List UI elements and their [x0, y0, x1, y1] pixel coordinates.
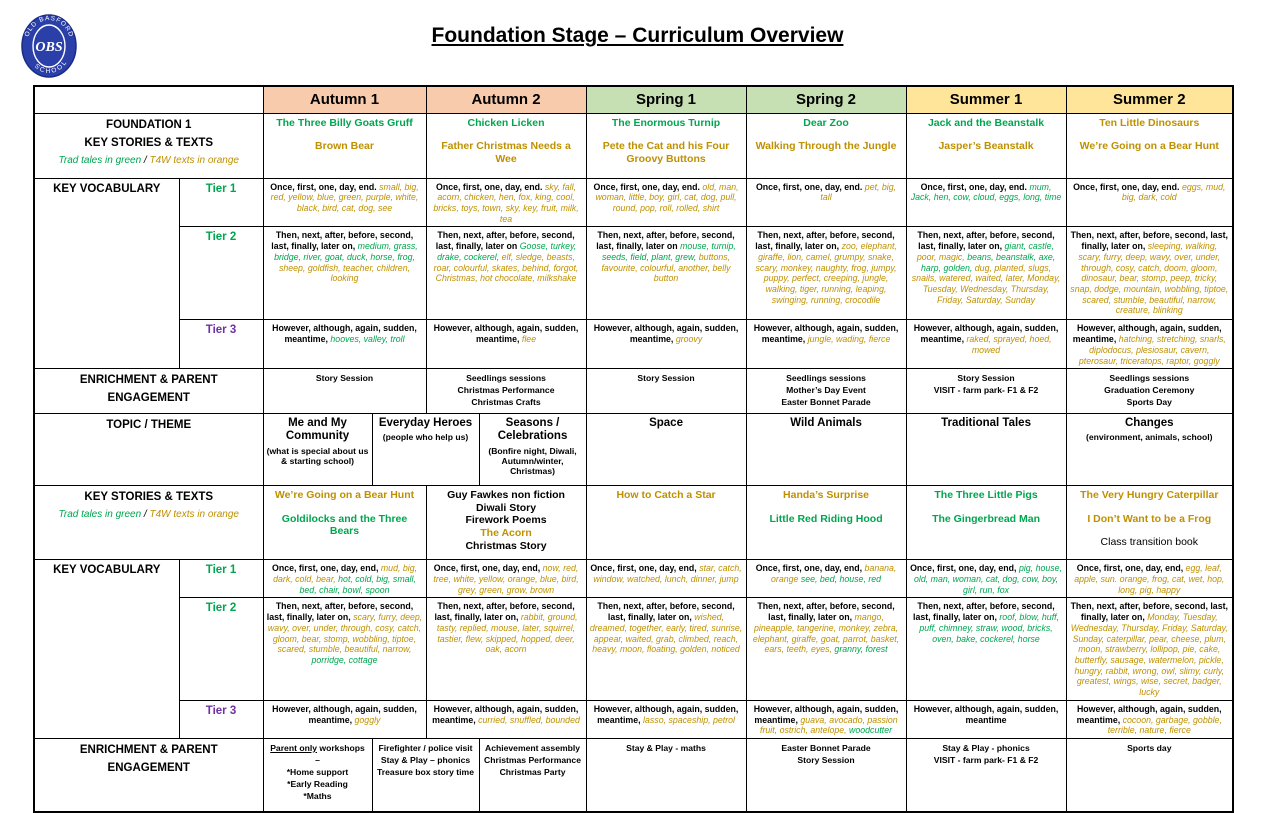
logo-ring-bottom-text: SCHOOL [32, 58, 70, 76]
vocab-text: Goose, turkey, drake, cockerel, [437, 241, 577, 262]
vocab-cell [1066, 700, 1233, 738]
row-label [34, 369, 263, 414]
story-gap [430, 129, 583, 140]
topic-title: Traditional Tales [941, 417, 1031, 430]
story-gap [750, 502, 903, 513]
story-title: The Enormous Turnip [611, 116, 721, 129]
vocab-cell [586, 227, 746, 320]
table-row [34, 178, 1233, 227]
vocab-text: However, although, again, sudden, meantime, [1072, 323, 1222, 345]
vocab-text: However, although, again, sudden, meantime, [753, 323, 899, 345]
color-legend [38, 509, 260, 520]
season-header-autumn-1: Autumn 1 [263, 86, 426, 113]
row-label-line: KEY STORIES & TEXTS [84, 136, 214, 149]
vocab-text: However, although, again, sudden, meantime, [272, 703, 417, 725]
vocab-cell [746, 700, 906, 738]
legend-segment: T4W texts in orange [149, 154, 239, 166]
story-title: The Three Little Pigs [934, 489, 1038, 502]
vocab-cell [746, 320, 906, 369]
story-title: Walking Through the Jungle [755, 140, 897, 153]
vocab-text: Once, first, one, day, end. [755, 181, 865, 192]
vocab-cell [1066, 178, 1233, 227]
legend-segment: Trad tales in green [58, 154, 142, 166]
vocab-text: wished, dreamed, together, early, tired, sunrise, appear, waited, grab, climbed, reach, heavy, moon, floating, golden, noticed [589, 612, 743, 655]
story-cell [1066, 113, 1233, 178]
vocab-cell [746, 560, 906, 598]
vocab-cell [426, 178, 586, 227]
page-title: Foundation Stage – Curriculum Overview [431, 24, 844, 47]
vocab-text: However, although, again, sudden, meantime, [913, 323, 1059, 345]
vocab-text: lasso, spaceship, petrol [643, 714, 735, 725]
vocab-cell [906, 560, 1066, 598]
story-title: Class transition book [1100, 536, 1199, 549]
story-title: Ten Little Dinosaurs [1099, 116, 1200, 129]
vocab-text: mum, Jack, hen, cow, cloud, eggs, long, time [910, 181, 1062, 203]
vocab-text: However, although, again, sudden, meantime, [432, 703, 579, 725]
vocab-text: porridge, cottage [311, 655, 378, 665]
vocab-text: Then, next, after, before, second, last, finally, later on, [1070, 230, 1228, 252]
enrichment-text: Christmas Crafts [471, 397, 541, 408]
vocab-cell [906, 320, 1066, 369]
vocab-text: Then, next, after, before, second, last, finally, later on, [1070, 601, 1228, 623]
enrichment-text: Story Session [315, 373, 374, 384]
story-gap [910, 129, 1063, 140]
vocab-text: However, although, again, sudden, meantime, [433, 323, 579, 345]
legend-segment: Trad tales in green [58, 509, 142, 521]
tier-label-3: Tier 3 [179, 320, 263, 369]
vocab-text: Then, next, after, before, second, last, finally, later on, [755, 230, 895, 252]
story-gap [267, 502, 423, 513]
vocab-text: cocoon, garbage, gobble, terrible, nature, fierce [1107, 714, 1222, 736]
topic-title: Seasons / Celebrations [497, 417, 568, 443]
vocab-text: banana, orange [771, 563, 897, 584]
vocab-text: However, although, again, sudden, meantime, [1076, 703, 1222, 725]
tier-label-1: Tier 1 [179, 560, 263, 598]
story-gap [1070, 525, 1230, 536]
story-title: Father Christmas Needs a Wee [441, 140, 571, 165]
vocab-text: However, although, again, sudden, meantime [913, 703, 1059, 725]
story-cell [263, 486, 426, 560]
enrichment-cell [586, 369, 746, 414]
row-label [34, 113, 263, 178]
row-label-line: ENGAGEMENT [107, 762, 190, 775]
season-header-summer-1: Summer 1 [906, 86, 1066, 113]
story-title: The Gingerbread Man [932, 512, 1040, 525]
enrichment-text-seg: Parent only [270, 743, 318, 754]
enrichment-text: VISIT - farm park- F1 & F2 [933, 385, 1039, 396]
vocab-text: Then, next, after, before, second, last, finally, later on [435, 230, 575, 252]
story-gap [1070, 129, 1230, 140]
topic-subtitle: (Bonfire night, Diwali, Autumn/winter, Christmas) [488, 445, 577, 477]
vocab-text: Then, next, after, before, second, last, finally, later on, [757, 601, 895, 623]
enrichment-text: Christmas Performance [457, 385, 555, 396]
enrichment-cell [372, 739, 479, 812]
topic-subtitle: (environment, animals, school) [1086, 432, 1213, 443]
table-row [34, 700, 1233, 738]
story-title: The Very Hungry Caterpillar [1080, 489, 1219, 502]
table-row [34, 414, 1233, 486]
header-blank-cell [34, 86, 263, 113]
key-vocabulary-label: KEY VOCABULARY [34, 560, 179, 739]
vocab-cell [586, 598, 746, 700]
enrichment-text: – [315, 755, 320, 766]
vocab-text: hatching, stretching, snarls, diplodocus, plesiosaur, cavern, pterosaur, triceratops, raptor, goggly [1078, 334, 1226, 366]
table-row [34, 560, 1233, 598]
enrichment-text-seg: workshops [317, 743, 365, 754]
story-title: Christmas Story [465, 539, 547, 552]
vocab-text: poor, magic, [916, 251, 968, 262]
enrichment-cell [906, 739, 1066, 812]
enrichment-cell [479, 739, 586, 812]
vocab-text: scary, furry, deep, wavy, over, under, through, cosy, catch, gloom, bear, stomp, wobbling, tiptoe, scared, stumble, beautiful, narrow, [267, 612, 423, 655]
vocab-text: Once, first, one, day, end. [1073, 181, 1182, 192]
vocab-text: egg, leaf, apple, sun. orange, frog, cat, wet, hop, long, pig, happy [1074, 563, 1225, 595]
enrichment-text: *Home support [286, 767, 349, 778]
enrichment-text: VISIT - farm park- F1 & F2 [933, 755, 1039, 766]
vocab-text: hooves, valley, troll [330, 334, 405, 345]
story-cell [906, 486, 1066, 560]
topic-subtitle: (people who help us) [382, 432, 469, 443]
topic-cell [746, 414, 906, 486]
vocab-cell [426, 320, 586, 369]
vocab-text: Then, next, after, before, second, last, finally, later on [596, 230, 735, 252]
story-title: We’re Going on a Bear Hunt [274, 489, 415, 502]
vocab-cell [586, 560, 746, 598]
vocab-cell [263, 560, 426, 598]
row-label [34, 739, 263, 812]
story-gap [267, 129, 423, 140]
enrichment-text: Seedlings sessions [786, 373, 866, 384]
tier-label-2: Tier 2 [179, 598, 263, 700]
story-title: Little Red Riding Hood [769, 512, 883, 525]
vocab-cell [426, 227, 586, 320]
enrichment-text: Sports Day [1126, 397, 1172, 408]
season-header-autumn-2: Autumn 2 [426, 86, 586, 113]
story-title: Diwali Story [475, 501, 537, 514]
vocab-text: curried, snuffled, bounded [478, 714, 580, 725]
vocab-cell [586, 320, 746, 369]
vocab-cell [263, 700, 426, 738]
vocab-text: elf, sledge, beasts, roar, colourful, skates, behind, forgot, Christmas, hot chocolate, milkshake [433, 251, 579, 284]
enrichment-text: *Early Reading [287, 779, 348, 790]
vocab-text: zoo, elephant, giraffe, lion, camel, grumpy, snake, scary, monkey, naughty, frog, jumpy, puppy, perfect, creeping, jungle, walking, tiger, running, leaping, swinging, running, crocodile [755, 241, 897, 305]
vocab-cell [1066, 598, 1233, 700]
vocab-cell [1066, 560, 1233, 598]
vocab-text: now, red, tree, white, yellow, orange, blue, bird, grey, green, grow, brown [433, 563, 579, 595]
logo-monogram: OBS [35, 40, 63, 55]
row-label-line: ENGAGEMENT [107, 392, 190, 405]
vocab-text: see, bed, house, red [800, 573, 882, 584]
vocab-cell [586, 178, 746, 227]
vocab-text: Once, first, one, day, end, [433, 563, 543, 574]
enrichment-cell [263, 739, 372, 812]
vocab-text: woodcutter [849, 725, 893, 736]
enrichment-text: Story Session [797, 755, 855, 766]
vocab-text: eggs, mud, big, dark, cold [1121, 181, 1226, 203]
vocab-cell [263, 598, 426, 700]
enrichment-cell [263, 369, 426, 414]
table-row [34, 86, 1233, 113]
enrichment-cell [426, 369, 586, 414]
vocab-cell [906, 700, 1066, 738]
story-title: Handa’s Surprise [783, 489, 870, 502]
vocab-text: pig, house, old, man, woman, cat, dog, cow, boy, girl, run, fox [913, 563, 1062, 595]
enrichment-cell [1066, 739, 1233, 812]
vocab-text: Then, next, after, before, second, last, finally, later on, [913, 601, 1055, 623]
color-legend [38, 155, 260, 166]
story-cell [746, 486, 906, 560]
row-label-line: ENRICHMENT & PARENT [79, 744, 218, 757]
vocab-text: rabbit, ground, tasty, replied, mouse, later, squirrel, tastier, flew, skipped, hopped, deer, oak, acorn [436, 612, 578, 655]
table-row [34, 320, 1233, 369]
vocab-text: mouse, turnip, seeds, field, plant, grew, [601, 241, 736, 262]
vocab-text: jungle, wading, fierce [807, 334, 891, 345]
vocab-cell [426, 560, 586, 598]
vocab-text: goggly [354, 714, 381, 725]
row-label-line: ENRICHMENT & PARENT [79, 374, 218, 387]
topic-subtitle: (what is special about us & starting school) [266, 445, 369, 466]
tier-label-1: Tier 1 [179, 178, 263, 227]
vocab-text: hot, cold, big, small, bed, chair, bowl, spoon [299, 573, 416, 595]
topic-cell [1066, 414, 1233, 486]
vocab-cell [1066, 320, 1233, 369]
vocab-cell [746, 178, 906, 227]
vocab-cell [1066, 227, 1233, 320]
topic-cell [586, 414, 746, 486]
story-cell [906, 113, 1066, 178]
vocab-cell [263, 227, 426, 320]
enrichment-text: Sports day [1127, 743, 1172, 754]
curriculum-table [33, 85, 1234, 813]
vocab-text: medium, grass, bridge, river, goat, duck, horse, frog, [274, 241, 418, 262]
topic-title: Me and My Community [285, 417, 350, 443]
enrichment-cell [1066, 369, 1233, 414]
vocab-text: mango, pineapple, tangerine, monkey, zebra, elephant, giraffe, goat, parrot, basket, ears, teeth, eyes, [752, 612, 900, 655]
table-row [34, 486, 1233, 560]
vocab-text: roof, blow, huff, puff, chimney, straw, wood, bricks, oven, bake, cockerel, horse [919, 612, 1060, 644]
enrichment-text: Stay & Play - maths [626, 743, 706, 754]
vocab-cell [426, 700, 586, 738]
row-label [34, 486, 263, 560]
vocab-text: Once, first, one, day, end, [755, 563, 865, 574]
topic-cell [479, 414, 586, 486]
story-title: How to Catch a Star [616, 489, 716, 502]
season-header-summer-2: Summer 2 [1066, 86, 1233, 113]
legend-segment: / [141, 154, 150, 166]
vocab-cell [263, 178, 426, 227]
story-gap [590, 129, 743, 140]
vocab-text: Once, first, one, day, end, [1076, 563, 1186, 574]
topic-title: Changes [1124, 417, 1174, 430]
season-header-spring-1: Spring 1 [586, 86, 746, 113]
tier-label-2: Tier 2 [179, 227, 263, 320]
story-gap [910, 502, 1063, 513]
season-header-spring-2: Spring 2 [746, 86, 906, 113]
topic-cell [372, 414, 479, 486]
story-cell [426, 113, 586, 178]
vocab-text: Then, next, after, before, second, last, finally, later on, [597, 601, 735, 623]
enrichment-text: Christmas Performance [484, 755, 581, 766]
story-cell [426, 486, 586, 560]
vocab-text: Monday, Tuesday, Wednesday, Thursday, Friday, Saturday, Sunday, caterpillar, pear, cheese, plum, moon, strawberry, lollipop, pie, cake, butterfly, sausage, watermelon, pickle, hungry, rabbit, wrong, owl, slimy, curly, greatest, wings, wise, secret, badger, lucky [1070, 612, 1228, 698]
story-title: Chicken Licken [467, 116, 545, 129]
enrichment-text: Christmas Party [499, 767, 566, 778]
vocab-cell [906, 178, 1066, 227]
story-title: Jack and the Beanstalk [927, 116, 1045, 129]
enrichment-cell [746, 369, 906, 414]
enrichment-cell [586, 739, 746, 812]
enrichment-text: Easter Bonnet Parade [781, 743, 871, 754]
vocab-text: sheep, goldfish, teacher, children, looking [278, 262, 411, 284]
topic-cell [906, 414, 1066, 486]
table-row [34, 227, 1233, 320]
story-gap [750, 129, 903, 140]
vocab-text: pet, big, tall [820, 181, 897, 203]
story-title: Firework Poems [465, 514, 547, 527]
enrichment-text: Stay & Play - phonics [942, 743, 1030, 754]
legend-segment: T4W texts in orange [149, 509, 239, 521]
enrichment-text: *Maths [303, 791, 332, 802]
vocab-text: Once, first, one, day, end, [910, 563, 1019, 574]
enrichment-text: Stay & Play – phonics [380, 755, 471, 766]
vocab-text: guava, avocado, passion fruit, ostrich, antelope, [760, 714, 898, 736]
table-row [34, 113, 1233, 178]
vocab-text: star, catch, window, watched, lunch, dinner, jump [593, 563, 742, 584]
story-title: Goldilocks and the Three Bears [281, 512, 408, 538]
story-title: Pete the Cat and his Four Groovy Buttons [602, 140, 730, 165]
row-label-line: FOUNDATION 1 [106, 118, 192, 131]
topic-title: Space [649, 417, 683, 430]
vocab-text: old, man, woman, little, boy, girl, cat, dog, pull, round, pop, roll, rolled, shirt [595, 181, 739, 213]
vocab-text: Once, first, one, day, end, [271, 563, 381, 574]
enrichment-text: Firefighter / police visit [378, 743, 473, 754]
vocab-text: sky, fall, acorn, chicken, hen, fox, king, cool, bricks, toys, town, sky, key, fruit, milk, tea [433, 181, 579, 224]
enrichment-cell [746, 739, 906, 812]
topic-cell [263, 414, 372, 486]
vocab-text: raked, sprayed, hoed, mowed [966, 334, 1052, 355]
vocab-text: Once, first, one, day, end. [593, 181, 703, 192]
enrichment-text: Treasure box story time [377, 767, 474, 778]
vocab-text: giant, castle, [1004, 241, 1054, 252]
vocab-text: groovy [675, 334, 703, 345]
enrichment-text: Story Session [957, 373, 1015, 384]
legend-segment: / [141, 509, 150, 521]
row-label [34, 414, 263, 486]
tier-label-3: Tier 3 [179, 700, 263, 738]
vocab-text: Once, first, one, day, end, [590, 563, 700, 574]
vocab-text: However, although, again, sudden, meantime, [753, 703, 899, 725]
enrichment-text: Graduation Ceremony [1104, 385, 1195, 396]
vocab-text: However, although, again, sudden, meantime, [272, 323, 417, 345]
story-title: Guy Fawkes non fiction [447, 489, 565, 502]
story-cell [1066, 486, 1233, 560]
vocab-cell [746, 598, 906, 700]
enrichment-text: Easter Bonnet Parade [781, 397, 871, 408]
table-row [34, 598, 1233, 700]
vocab-text: Once, first, one, day, end. [920, 181, 1030, 192]
vocab-text: mud, big, dark, cold, bear, [273, 563, 418, 584]
vocab-text: However, although, again, sudden, meantime, [593, 703, 739, 725]
vocab-text: buttons, favourite, colourful, another, belly button [601, 251, 731, 284]
table-row [34, 739, 1233, 812]
enrichment-text: Story Session [637, 373, 695, 384]
row-label-line: TOPIC / THEME [106, 419, 192, 432]
enrichment-text: Seedlings sessions [1109, 373, 1190, 384]
vocab-text: dug, planted, slugs, snails, watered, waited, later, Monday, Tuesday, Wednesday, Thursday, Friday, Saturday, Sunday [911, 262, 1061, 305]
vocab-text: granny, forest [834, 644, 888, 655]
enrichment-cell [906, 369, 1066, 414]
story-cell [586, 113, 746, 178]
key-vocabulary-label: KEY VOCABULARY [34, 178, 179, 369]
enrichment-text: Mother’s Day Event [786, 385, 866, 396]
vocab-text: Then, next, after, before, second, last, finally, later on, [434, 601, 575, 623]
vocab-text: sleeping, walking, scary, furry, deep, wavy, over, under, through, cosy, catch, doom, gloom, dinosaur, bear, stomp, peep, tricky, snap, dodge, mountain, wobbling, tiptoe, scared, stumble, beautiful, narrow, creature, blinking [1070, 241, 1229, 316]
topic-title: Everyday Heroes [378, 417, 473, 430]
vocab-cell [906, 598, 1066, 700]
logo-ring-top-text: OLD BASFORD [23, 14, 75, 39]
row-label-line: KEY STORIES & TEXTS [84, 491, 214, 504]
vocab-text: flee [521, 334, 537, 345]
vocab-text: Then, next, after, before, second, last, finally, later on, [917, 230, 1055, 252]
story-title: Brown Bear [315, 140, 374, 153]
vocab-cell [586, 700, 746, 738]
enrichment-text: Achievement assembly [484, 743, 581, 754]
story-title: The Acorn [480, 527, 532, 540]
story-title: Dear Zoo [803, 116, 849, 129]
vocab-text: However, although, again, sudden, meantime, [593, 323, 739, 345]
vocab-text: Then, next, after, before, second, last, finally, later on, [271, 230, 414, 252]
vocab-text: Once, first, one, day, end. [436, 181, 545, 192]
enrichment-text [267, 742, 369, 754]
story-title: We’re Going on a Bear Hunt [1079, 140, 1219, 153]
vocab-text: Then, next, after, before, second, last, finally, later on, [266, 601, 414, 623]
vocab-text: small, big, red, yellow, blue, green, purple, white, black, bird, cat, dog, see [270, 181, 419, 213]
table-row [34, 369, 1233, 414]
story-cell [586, 486, 746, 560]
vocab-text: Once, first, one, day, end. [270, 181, 380, 192]
story-cell [263, 113, 426, 178]
story-title: I Don’t Want to be a Frog [1087, 512, 1212, 525]
story-title: Jasper’s Beanstalk [938, 140, 1034, 153]
story-title: The Three Billy Goats Gruff [276, 116, 413, 129]
vocab-cell [426, 598, 586, 700]
vocab-cell [906, 227, 1066, 320]
vocab-cell [746, 227, 906, 320]
story-cell [746, 113, 906, 178]
vocab-cell [263, 320, 426, 369]
topic-title: Wild Animals [790, 417, 862, 430]
story-gap [1070, 502, 1230, 513]
vocab-text: beans, beanstalk, axe, harp, golden, [920, 251, 1056, 273]
enrichment-text: Seedlings sessions [466, 373, 546, 384]
